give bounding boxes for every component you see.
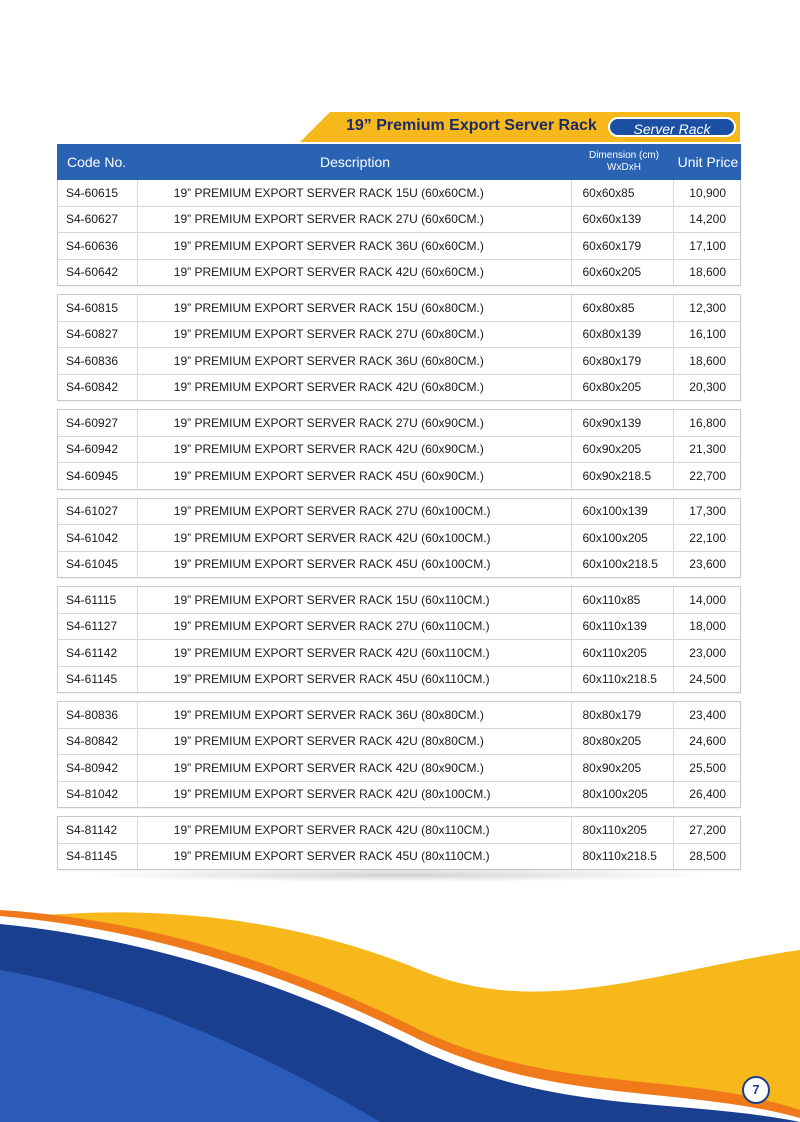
description-cell: 19” PREMIUM EXPORT SERVER RACK 27U (60x100CM.) [138,499,573,525]
header-dimension [573,150,675,174]
description-cell: 19” PREMIUM EXPORT SERVER RACK 45U (60x90CM.) [138,463,573,489]
code-cell: S4-60627 [58,207,138,233]
dimension-cell: 60x90x139 [572,410,674,436]
description-cell: 19” PREMIUM EXPORT SERVER RACK 15U (60x80CM.) [138,295,573,321]
row-group [57,701,741,808]
code-cell: S4-80836 [58,702,138,728]
dimension-cell: 60x80x179 [572,348,674,374]
price-cell: 16,800 [689,415,726,430]
price-cell: 28,500 [689,849,726,864]
code-cell: S4-60815 [58,295,138,321]
code-cell: S4-80942 [58,755,138,781]
table-row [58,232,740,259]
description-cell: 19” PREMIUM EXPORT SERVER RACK 27U (60x90CM.) [138,410,573,436]
description-cell: 19” PREMIUM EXPORT SERVER RACK 45U (60x110CM.) [138,667,573,693]
dimension-cell: 60x60x139 [572,207,674,233]
banner-title: 19” Premium Export Server Rack [346,117,597,134]
dimension-cell: 60x100x139 [572,499,674,525]
code-cell: S4-61042 [58,525,138,551]
description-cell: 19” PREMIUM EXPORT SERVER RACK 45U (60x100CM.) [138,552,573,578]
code-cell: S4-61142 [58,640,138,666]
header-price: Unit Price [677,154,739,170]
description-cell: 19” PREMIUM EXPORT SERVER RACK 42U (60x60CM.) [138,260,573,286]
table-row [58,817,740,843]
dimension-cell: 80x90x205 [572,755,674,781]
row-group [57,498,741,579]
table-row [58,781,740,808]
description-cell: 19” PREMIUM EXPORT SERVER RACK 45U (80x110CM.) [138,844,573,870]
price-cell: 20,300 [689,380,726,395]
table-row [58,587,740,613]
section-banner [300,112,740,142]
header-dimension-line2: WxDxH [607,162,641,173]
category-tag: Server Rack [608,117,736,137]
description-cell: 19” PREMIUM EXPORT SERVER RACK 15U (60x60CM.) [138,180,573,206]
price-cell: 17,300 [689,504,726,519]
description-cell: 19” PREMIUM EXPORT SERVER RACK 42U (60x90CM.) [138,437,573,463]
code-cell: S4-61115 [58,587,138,613]
description-cell: 19” PREMIUM EXPORT SERVER RACK 42U (60x100CM.) [138,525,573,551]
dimension-cell: 60x90x205 [572,437,674,463]
price-cell: 23,000 [689,645,726,660]
description-cell: 19” PREMIUM EXPORT SERVER RACK 42U (80x110CM.) [138,817,573,843]
price-cell: 25,500 [689,760,726,775]
code-cell: S4-81042 [58,782,138,808]
price-cell: 21,300 [689,442,726,457]
row-group [57,180,741,286]
dimension-cell: 60x60x205 [572,260,674,286]
code-cell: S4-60945 [58,463,138,489]
table-body [57,180,741,870]
price-cell: 22,700 [689,468,726,483]
code-cell: S4-80842 [58,729,138,755]
dimension-cell: 60x110x205 [572,640,674,666]
table-row [58,499,740,525]
code-cell: S4-60615 [58,180,138,206]
dimension-cell: 80x80x179 [572,702,674,728]
code-cell: S4-61027 [58,499,138,525]
description-cell: 19” PREMIUM EXPORT SERVER RACK 36U (80x80CM.) [138,702,573,728]
dimension-cell: 60x110x85 [572,587,674,613]
table-row [58,295,740,321]
code-cell: S4-81142 [58,817,138,843]
dimension-cell: 60x80x139 [572,322,674,348]
price-cell: 17,100 [689,238,726,253]
price-cell: 23,400 [689,707,726,722]
dimension-cell: 80x110x218.5 [572,844,674,870]
code-cell: S4-60636 [58,233,138,259]
code-cell: S4-60642 [58,260,138,286]
row-group [57,409,741,490]
table-row [58,702,740,728]
price-cell: 24,500 [689,672,726,687]
table-row [58,374,740,401]
code-cell: S4-60927 [58,410,138,436]
price-cell: 22,100 [689,530,726,545]
code-cell: S4-61127 [58,614,138,640]
dimension-cell: 60x100x218.5 [572,552,674,578]
dimension-cell: 60x80x205 [572,375,674,401]
dimension-cell: 80x100x205 [572,782,674,808]
row-group [57,816,741,870]
price-cell: 18,000 [689,619,726,634]
dimension-cell: 60x60x85 [572,180,674,206]
description-cell: 19” PREMIUM EXPORT SERVER RACK 27U (60x80CM.) [138,322,573,348]
table-row [58,180,740,206]
table-row [58,613,740,640]
code-cell: S4-81145 [58,844,138,870]
price-cell: 16,100 [689,327,726,342]
code-cell: S4-60836 [58,348,138,374]
dimension-cell: 60x60x179 [572,233,674,259]
description-cell: 19” PREMIUM EXPORT SERVER RACK 42U (80x100CM.) [138,782,573,808]
price-cell: 27,200 [689,822,726,837]
table-row [58,524,740,551]
page-number: 7 [742,1076,770,1104]
table-row [58,728,740,755]
dimension-cell: 60x110x218.5 [572,667,674,693]
description-cell: 19” PREMIUM EXPORT SERVER RACK 27U (60x60CM.) [138,207,573,233]
row-group [57,294,741,401]
price-cell: 18,600 [689,265,726,280]
description-cell: 19” PREMIUM EXPORT SERVER RACK 42U (60x110CM.) [138,640,573,666]
table-row [58,259,740,286]
price-cell: 12,300 [689,300,726,315]
table-row [58,436,740,463]
price-table [57,144,741,870]
description-cell: 19” PREMIUM EXPORT SERVER RACK 42U (80x90CM.) [138,755,573,781]
table-row [58,410,740,436]
dimension-cell: 60x90x218.5 [572,463,674,489]
table-row [58,321,740,348]
table-header [57,144,741,180]
price-cell: 14,200 [689,212,726,227]
price-cell: 26,400 [689,787,726,802]
price-cell: 23,600 [689,557,726,572]
table-row [58,843,740,870]
description-cell: 19” PREMIUM EXPORT SERVER RACK 36U (60x60CM.) [138,233,573,259]
table-row [58,551,740,578]
header-description: Description [319,154,391,170]
description-cell: 19” PREMIUM EXPORT SERVER RACK 42U (80x80CM.) [138,729,573,755]
code-cell: S4-60942 [58,437,138,463]
description-cell: 19” PREMIUM EXPORT SERVER RACK 42U (60x80CM.) [138,375,573,401]
table-row [58,639,740,666]
dimension-cell: 60x100x205 [572,525,674,551]
price-cell: 18,600 [689,353,726,368]
dimension-cell: 80x110x205 [572,817,674,843]
table-row [58,462,740,489]
description-cell: 19” PREMIUM EXPORT SERVER RACK 36U (60x80CM.) [138,348,573,374]
price-cell: 14,000 [689,592,726,607]
row-group [57,586,741,693]
code-cell: S4-60827 [58,322,138,348]
header-dimension-line1: Dimension (cm) [588,150,659,161]
dimension-cell: 60x110x139 [572,614,674,640]
header-code: Code No. [67,154,127,170]
dimension-cell: 80x80x205 [572,729,674,755]
description-cell: 19” PREMIUM EXPORT SERVER RACK 27U (60x110CM.) [138,614,573,640]
table-row [58,347,740,374]
code-cell: S4-61045 [58,552,138,578]
code-cell: S4-61145 [58,667,138,693]
table-row [58,754,740,781]
table-row [58,206,740,233]
footer-waves [0,880,800,1122]
price-cell: 24,600 [689,734,726,749]
dimension-cell: 60x80x85 [572,295,674,321]
code-cell: S4-60842 [58,375,138,401]
price-cell: 10,900 [689,185,726,200]
table-row [58,666,740,693]
description-cell: 19” PREMIUM EXPORT SERVER RACK 15U (60x110CM.) [138,587,573,613]
